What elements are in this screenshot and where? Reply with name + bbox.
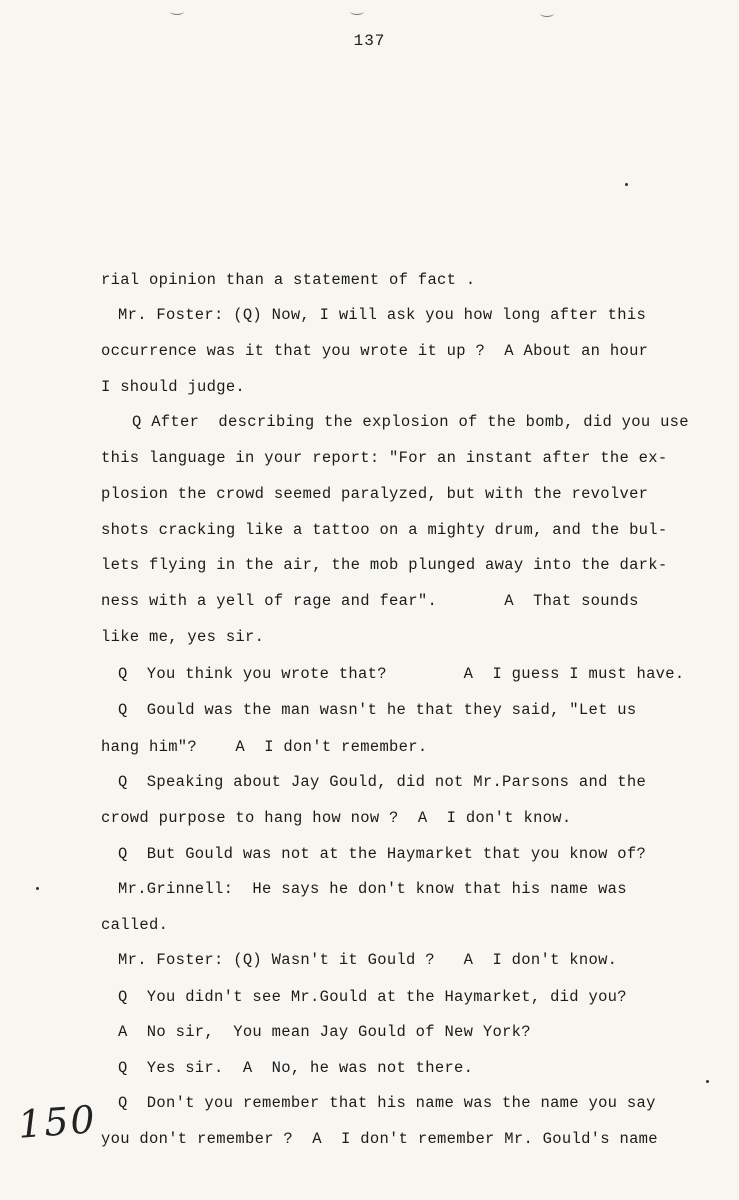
text-line: Q But Gould was not at the Haymarket that you know of?	[118, 845, 647, 863]
page-number: 137	[353, 32, 386, 50]
text-line: like me, yes sir.	[101, 628, 265, 646]
text-line: I should judge.	[101, 378, 246, 396]
margin-note: 150	[16, 1097, 98, 1147]
text-line: Q Yes sir. A No, he was not there.	[118, 1059, 474, 1077]
scan-mark	[540, 10, 554, 17]
text-line: Mr.Grinnell: He says he don't know that his name was	[118, 880, 627, 898]
text-line: you don't remember ? A I don't remember Mr. Gould's name	[101, 1130, 658, 1148]
scan-mark	[350, 8, 364, 15]
text-line: occurrence was it that you wrote it up ? A About an hour	[101, 342, 649, 360]
text-line: rial opinion than a statement of fact .	[101, 271, 476, 289]
text-line: A No sir, You mean Jay Gould of New York?	[118, 1023, 531, 1041]
text-line: crowd purpose to hang how now ? A I don't know.	[101, 809, 572, 827]
text-line: plosion the crowd seemed paralyzed, but with the revolver	[101, 485, 649, 503]
text-line: this language in your report: "For an instant after the ex-	[101, 449, 668, 467]
text-line: called.	[101, 916, 169, 934]
scan-mark	[170, 8, 184, 15]
text-line: Mr. Foster: (Q) Now, I will ask you how long after this	[118, 306, 647, 324]
text-line: Mr. Foster: (Q) Wasn't it Gould ? A I don't know.	[118, 951, 618, 969]
text-line: Q Speaking about Jay Gould, did not Mr.Parsons and the	[118, 773, 647, 791]
text-line: lets flying in the air, the mob plunged away into the dark-	[101, 556, 668, 574]
text-line: Q Gould was the man wasn't he that they said, "Let us	[118, 701, 637, 719]
scan-speck	[625, 183, 628, 186]
text-line: Q Don't you remember that his name was the name you say	[118, 1094, 656, 1112]
text-line: Q You didn't see Mr.Gould at the Haymarket, did you?	[118, 988, 627, 1006]
text-line: shots cracking like a tattoo on a mighty drum, and the bul-	[101, 521, 668, 539]
scan-speck	[36, 887, 39, 890]
text-line: Q You think you wrote that? A I guess I must have.	[118, 665, 685, 683]
text-line: Q After describing the explosion of the bomb, did you use	[132, 413, 689, 431]
text-line: hang him"? A I don't remember.	[101, 738, 428, 756]
text-line: ness with a yell of rage and fear". A That sounds	[101, 592, 639, 610]
scan-speck	[706, 1080, 709, 1083]
